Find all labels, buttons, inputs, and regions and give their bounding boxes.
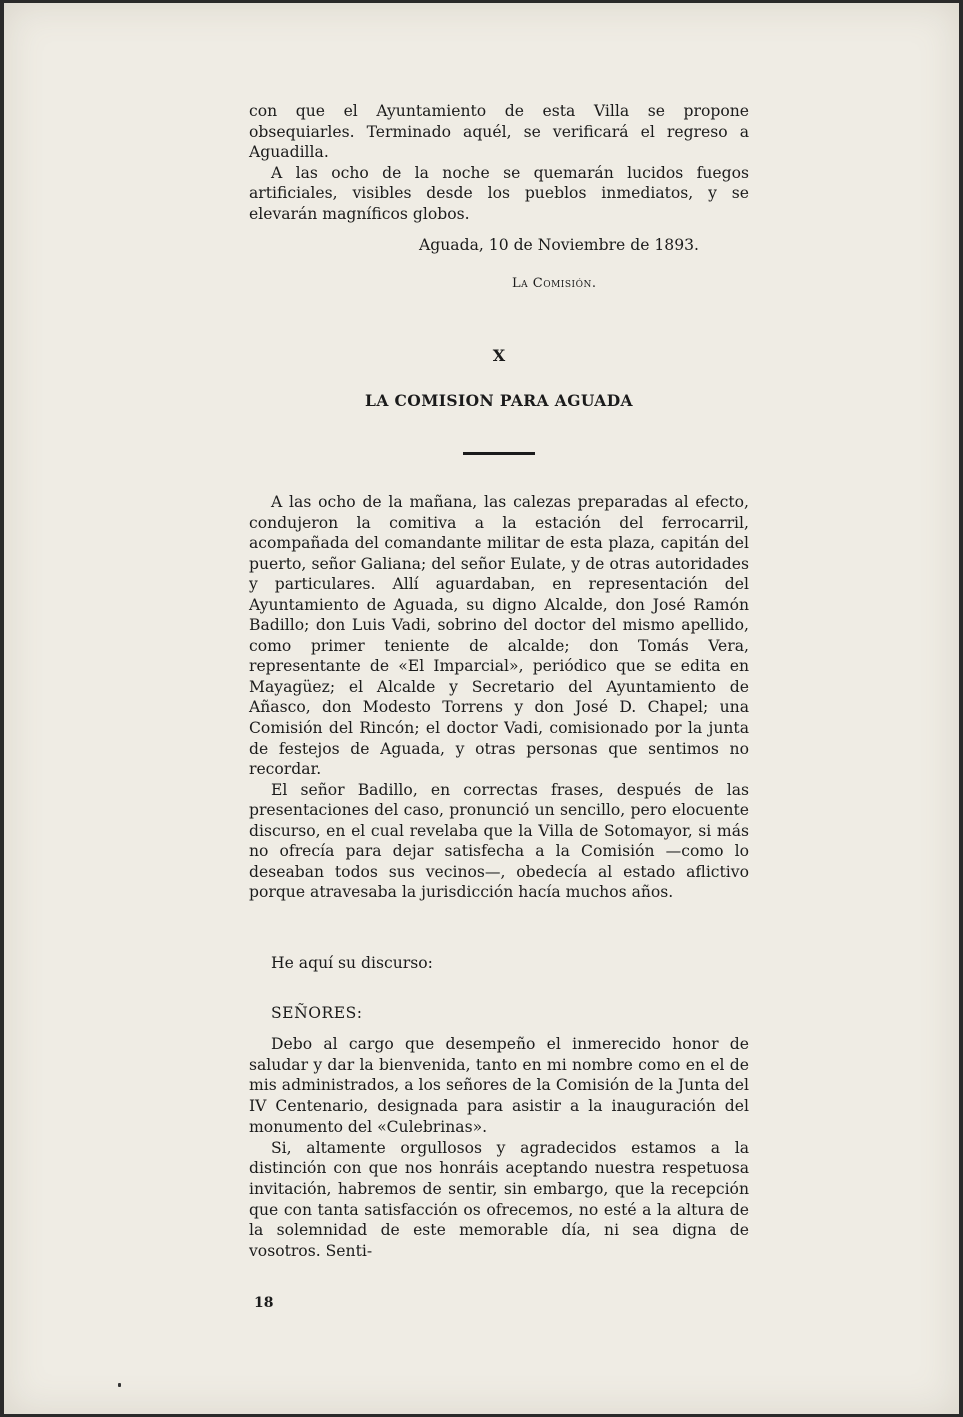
signature: La Comisión. bbox=[512, 276, 597, 291]
book-page bbox=[4, 3, 959, 1414]
chapter-title: LA COMISION PARA AGUADA bbox=[365, 391, 633, 410]
print-speck bbox=[118, 1383, 121, 1387]
paragraph: Si, altamente orgullosos y agradecidos estamos a la distinción con que nos honráis aceptando nuestra respetuosa invitación, habremos de sentir, sin embargo, que la recepción que con tanta satisfacción os ofrecemos, no esté a la altura de la solemnidad de este memorable día, ni sea digna de vosotros. Senti- bbox=[249, 1138, 749, 1261]
date-line: Aguada, 10 de Noviembre de 1893. bbox=[419, 236, 700, 254]
paragraph: El señor Badillo, en correctas frases, después de las presentaciones del caso, pronunció un sencillo, pero elocuente discurso, en el cual revelaba que la Villa de Sotomayor, si más no ofrecía para dejar satisfecha a la Comisión —como lo deseaban todos sus vecinos—, obedecía al estado aflictivo porque atravesaba la jurisdicción hacía muchos años. bbox=[249, 780, 749, 902]
paragraph: A las ocho de la mañana, las calezas preparadas al efecto, condujeron la comitiva a la estación del ferrocarril, acompañada del comandante militar de esta plaza, capitán del puerto, señor Galiana; del señor Eulate, y de otras autoridades y particulares. Allí aguardaban, en representación del Ayuntamiento de Aguada, su digno Alcalde, don José Ramón Badillo; don Luis Vadi, sobrino del doctor del mismo apellido, como primer teniente de alcalde; don Tomás Vera, representante de «El Imparcial», periódico que se edita en Mayagüez; el Alcalde y Secretario del Ayuntamiento de Añasco, don Modesto Torrens y don José D. Chapel; una Comisión del Rincón; el doctor Vadi, comisionado por la junta de festejos de Aguada, y otras personas que sentimos no recordar. bbox=[249, 493, 749, 779]
body-text-block bbox=[249, 492, 749, 903]
salutation: SEÑORES: bbox=[271, 1004, 363, 1022]
speech-text-block bbox=[249, 1034, 749, 1262]
section-rule bbox=[463, 452, 535, 455]
paragraph: A las ocho de la noche se quemarán lucidos fuegos artificiales, visibles desde los pueblos inmediatos, y se elevarán magníficos globos. bbox=[249, 163, 749, 223]
speech-intro: He aquí su discurso: bbox=[271, 954, 433, 972]
page-number: 18 bbox=[254, 1295, 274, 1311]
paragraph: Debo al cargo que desempeño el inmerecido honor de saludar y dar la bienvenida, tanto en mi nombre como en el de mis administrados, a los señores de la Comisión de la Junta del IV Centenario, designada para asistir a la inauguración del monumento del «Culebrinas». bbox=[249, 1035, 749, 1136]
top-text-block bbox=[249, 101, 749, 225]
chapter-number: X bbox=[492, 346, 506, 365]
paragraph: con que el Ayuntamiento de esta Villa se propone obsequiarles. Terminado aquél, se verificará el regreso a Aguadilla. bbox=[249, 102, 749, 162]
